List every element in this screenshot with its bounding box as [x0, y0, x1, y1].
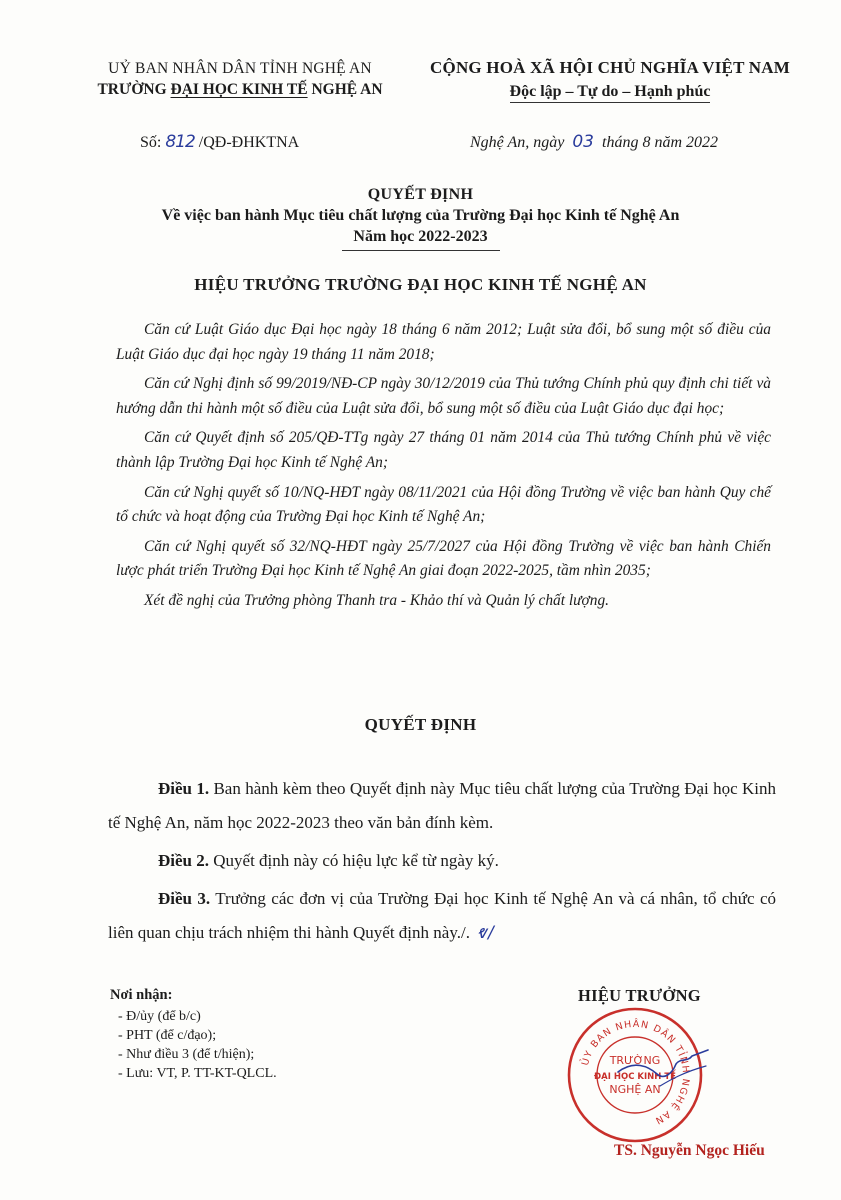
decision-articles — [108, 772, 776, 954]
national-motto: Độc lập – Tự do – Hạnh phúc — [510, 83, 711, 103]
official-seal-icon — [560, 1000, 710, 1145]
title-heading: QUYẾT ĐỊNH — [367, 186, 474, 203]
document-date: Nghệ An, ngày 03 tháng 8 năm 2022 — [470, 132, 718, 152]
legal-basis — [116, 318, 771, 619]
basis-item: Căn cứ Nghị quyết số 32/NQ-HĐT ngày 25/7/2027 của Hội đồng Trường về việc ban hành Chiến lược phát triển Trường Đại học Kinh tế Nghệ An giai đoạn 2022-2025, tầm nhìn 2035; — [116, 537, 771, 580]
initial-mark-icon: ⱴ/ — [477, 923, 494, 943]
article-3: Điều 3. Trưởng các đơn vị của Trường Đại học Kinh tế Nghệ An và cá nhân, tổ chức có liên quan chịu trách nhiệm thi hành Quyết định này./. ⱴ/ — [108, 889, 777, 943]
handwritten-day: 03 — [572, 132, 594, 152]
basis-item: Căn cứ Nghị quyết số 10/NQ-HĐT ngày 08/11/2021 của Hội đồng Trường về việc ban hành Quy chế tổ chức và hoạt động của Trường Đại học Kinh tế Nghệ An; — [116, 483, 771, 526]
title-divider — [342, 250, 500, 251]
recipient-item: - Như điều 3 (để t/hiện); — [118, 1047, 255, 1062]
recipient-item: - Lưu: VT, P. TT-KT-QLCL. — [118, 1066, 277, 1081]
seal-center-line: TRƯỜNG — [609, 1054, 661, 1067]
seal-center-line: ĐẠI HỌC KINH TẾ — [594, 1072, 676, 1082]
basis-item: Căn cứ Nghị định số 99/2019/NĐ-CP ngày 30/12/2019 của Thủ tướng Chính phủ quy định chi tiết và hướng dẫn thi hành một số điều của Luật sửa đổi, bổ sung một số điều của Luật Giáo dục đại học; — [116, 375, 771, 417]
signer-name: TS. Nguyễn Ngọc Hiếu — [614, 1142, 765, 1159]
recipient-item: - PHT (để c/đạo); — [118, 1028, 217, 1043]
seal-center-line: NGHỆ AN — [609, 1083, 661, 1096]
national-header — [410, 58, 810, 103]
title-year: Năm học 2022-2023 — [353, 228, 488, 245]
recipient-item: - Đ/ủy (để b/c) — [118, 1009, 201, 1024]
recipients-block — [110, 986, 277, 1083]
agency-name: TRƯỜNG ĐẠI HỌC KINH TẾ NGHỆ AN — [97, 81, 383, 98]
basis-item: Căn cứ Quyết định số 205/QĐ-TTg ngày 27 tháng 01 năm 2014 của Thủ tướng Chính phủ về việc thành lập Trường Đại học Kinh tế Nghệ An; — [116, 429, 771, 471]
basis-item: Căn cứ Luật Giáo dục Đại học ngày 18 tháng 6 năm 2012; Luật sửa đổi, bổ sung một số điều của Luật Giáo dục đại học ngày 19 tháng 11 năm 2018; — [116, 321, 771, 363]
parent-agency: UỶ BAN NHÂN DÂN TỈNH NGHỆ AN — [108, 60, 372, 77]
document-title — [0, 186, 841, 251]
issuing-agency — [70, 60, 410, 99]
article-2: Điều 2. Quyết định này có hiệu lực kể từ ngày ký. — [158, 851, 499, 870]
basis-item: Xét đề nghị của Trưởng phòng Thanh tra - Khảo thí và Quản lý chất lượng. — [144, 591, 609, 609]
issuing-authority: HIỆU TRƯỞNG TRƯỜNG ĐẠI HỌC KINH TẾ NGHỆ AN — [194, 275, 647, 294]
article-1: Điều 1. Ban hành kèm theo Quyết định này Mục tiêu chất lượng của Trường Đại học Kinh tế Nghệ An, năm học 2022-2023 theo văn bản đính kèm. — [108, 779, 777, 832]
handwritten-number: 812 — [165, 132, 195, 152]
nation-name: CỘNG HOÀ XÃ HỘI CHỦ NGHĨA VIỆT NAM — [430, 58, 790, 77]
recipients-list — [110, 1007, 277, 1083]
document-number: Số: 812 /QĐ-ĐHKTNA — [140, 132, 300, 152]
decision-heading: QUYẾT ĐỊNH — [364, 715, 477, 734]
signer-title: HIỆU TRƯỞNG — [578, 986, 701, 1005]
title-subject: Về việc ban hành Mục tiêu chất lượng của Trường Đại học Kinh tế Nghệ An — [161, 207, 680, 224]
seal-ring-text: ỦY BAN NHÂN DÂN TỈNH NGHỆ AN — [579, 1018, 692, 1127]
recipients-heading: Nơi nhận: — [110, 987, 173, 1003]
